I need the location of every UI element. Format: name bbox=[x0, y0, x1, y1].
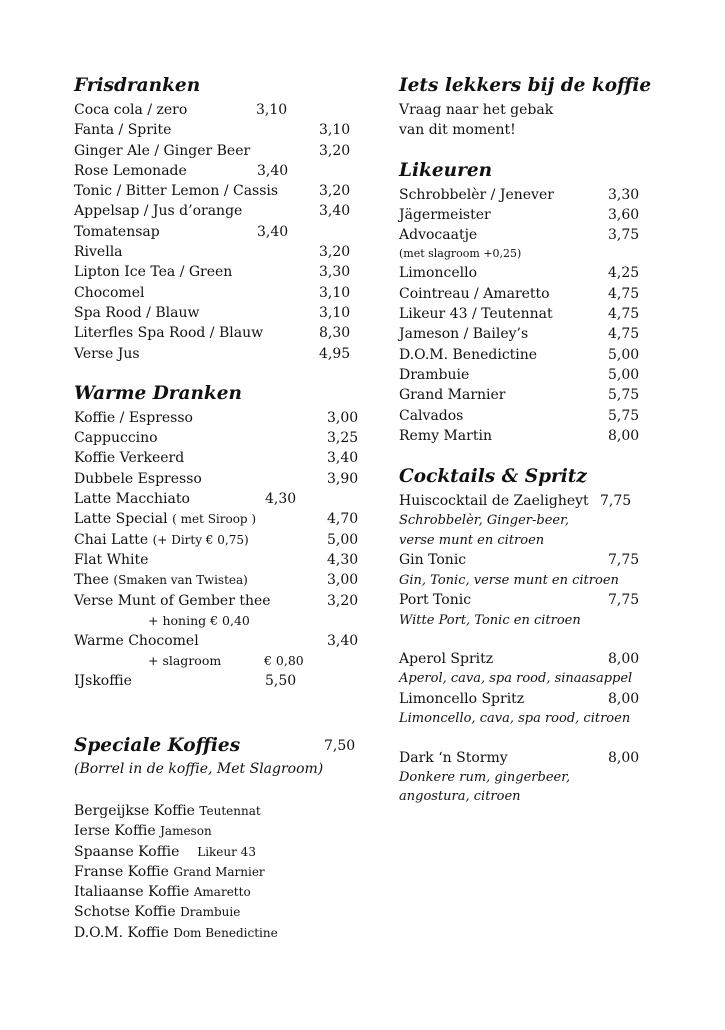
item-name: Aperol Spritz bbox=[399, 651, 494, 668]
item-price: 4,25 bbox=[608, 265, 640, 282]
item-description: Donkere rum, gingerbeer, bbox=[399, 769, 571, 785]
menu-item bbox=[74, 262, 374, 282]
menu-item bbox=[399, 185, 699, 205]
menu-item bbox=[74, 161, 374, 181]
item-price: 3,00 bbox=[327, 572, 359, 589]
menu-item bbox=[399, 649, 699, 669]
item-name: IJskoffie bbox=[74, 673, 132, 690]
speciale-koffies-subtitle: (Borrel in de koffie, Met Slagroom) bbox=[74, 761, 324, 778]
item-name: Italiaanse Koffie bbox=[74, 884, 190, 901]
menu-item bbox=[74, 842, 374, 862]
item-price: 4,75 bbox=[608, 306, 640, 323]
item-name: Spa Rood / Blauw bbox=[74, 304, 200, 321]
likeuren-list bbox=[399, 185, 699, 447]
item-name: Limoncello Spritz bbox=[399, 690, 525, 707]
item-description: Aperol, cava, spa rood, sinaasappel bbox=[399, 671, 633, 687]
item-name: Tomatensap bbox=[74, 223, 160, 240]
item-price: 3,40 bbox=[327, 450, 359, 467]
menu-item bbox=[74, 222, 374, 242]
slagroom-label: + slagroom bbox=[148, 653, 222, 669]
item-name: Cappuccino bbox=[74, 430, 158, 447]
item-price: 3,10 bbox=[319, 284, 351, 301]
item-name: Dark ‘n Stormy bbox=[399, 749, 508, 766]
item-price: 3,40 bbox=[327, 632, 359, 649]
item-name: Koffie Verkeerd bbox=[74, 450, 185, 467]
item-price: 3,10 bbox=[319, 122, 351, 139]
item-liquor: Amaretto bbox=[193, 885, 251, 900]
item-name: D.O.M. Benedictine bbox=[399, 346, 538, 363]
menu-item bbox=[399, 225, 699, 245]
advocaat-note: (met slagroom +0,25) bbox=[399, 247, 522, 261]
item-name: Latte Macchiato bbox=[74, 491, 190, 508]
item-price: 3,30 bbox=[608, 186, 640, 203]
item-name: Port Tonic bbox=[399, 592, 472, 609]
item-liquor: Likeur 43 bbox=[197, 844, 256, 859]
item-price: 3,40 bbox=[257, 223, 289, 240]
iets-lekkers-line2: van dit moment! bbox=[399, 122, 516, 139]
item-price: 3,40 bbox=[319, 203, 351, 220]
item-price: 7,75 bbox=[608, 592, 640, 609]
item-name: Schotse Koffie bbox=[74, 904, 176, 921]
item-price: 5,00 bbox=[608, 366, 640, 383]
item-description: Witte Port, Tonic en citroen bbox=[399, 612, 581, 628]
menu-item bbox=[74, 671, 374, 691]
menu-item bbox=[74, 902, 374, 922]
menu-item bbox=[74, 862, 374, 882]
item-description: Limoncello, cava, spa rood, citroen bbox=[399, 711, 631, 727]
item-name: Jägermeister bbox=[399, 206, 491, 223]
item-name: Franse Koffie bbox=[74, 863, 169, 880]
item-name: Coca cola / zero bbox=[74, 102, 188, 118]
menu-item bbox=[399, 550, 699, 570]
speciale-koffies-list bbox=[74, 801, 374, 943]
item-price: 3,20 bbox=[327, 592, 359, 609]
menu-item bbox=[74, 303, 374, 323]
speciale-koffies-price: 7,50 bbox=[324, 738, 356, 755]
item-liquor: Grand Marnier bbox=[173, 864, 265, 879]
speciale-koffies-title: Speciale Koffies bbox=[74, 735, 241, 757]
menu-item bbox=[74, 631, 374, 651]
menu-item bbox=[74, 141, 374, 161]
item-price: 3,90 bbox=[327, 470, 359, 487]
menu-item bbox=[74, 821, 374, 841]
menu-item bbox=[399, 324, 699, 344]
menu-item bbox=[74, 882, 374, 902]
menu-item bbox=[74, 283, 374, 303]
item-name: Literfles Spa Rood / Blauw bbox=[74, 325, 264, 342]
item-price: 8,00 bbox=[608, 427, 640, 444]
item-name: Grand Marnier bbox=[399, 387, 506, 404]
item-price: 5,75 bbox=[608, 387, 640, 404]
section-title-cocktails: Cocktails & Spritz bbox=[399, 466, 587, 488]
item-liquor: Drambuie bbox=[180, 905, 241, 920]
item-liquor: Jameson bbox=[160, 824, 212, 839]
item-note: (Smaken van Twistea) bbox=[113, 573, 248, 588]
menu-item bbox=[74, 489, 374, 509]
item-name: Huiscocktail de Zaeligheyt bbox=[399, 493, 589, 510]
item-name: Appelsap / Jus d’orange bbox=[74, 203, 243, 220]
item-price: 3,20 bbox=[319, 183, 351, 200]
menu-item bbox=[74, 120, 374, 140]
item-description: Schrobbelèr, Ginger-beer, bbox=[399, 513, 570, 529]
item-price: 5,00 bbox=[327, 531, 359, 548]
item-name: D.O.M. Koffie bbox=[74, 924, 169, 941]
item-description: angostura, citroen bbox=[399, 789, 521, 805]
frisdranken-list bbox=[74, 100, 374, 364]
item-name: Dubbele Espresso bbox=[74, 470, 202, 487]
menu-item bbox=[74, 100, 374, 120]
item-name: Drambuie bbox=[399, 366, 470, 383]
slagroom-price: € 0,80 bbox=[264, 653, 304, 669]
menu-item bbox=[74, 570, 374, 590]
item-name: Remy Martin bbox=[399, 427, 492, 444]
menu-item bbox=[399, 263, 699, 283]
item-price: 3,10 bbox=[319, 304, 351, 321]
item-price: 3,25 bbox=[327, 430, 359, 447]
item-name: Likeur 43 / Teutennat bbox=[399, 306, 553, 323]
item-price: 4,75 bbox=[608, 326, 640, 343]
item-price: 4,70 bbox=[327, 511, 359, 528]
menu-item bbox=[74, 923, 374, 943]
menu-item bbox=[74, 242, 374, 262]
left-column bbox=[74, 72, 374, 943]
item-description: verse munt en citroen bbox=[399, 532, 545, 548]
item-name: Limoncello bbox=[399, 265, 478, 282]
item-name: Calvados bbox=[399, 407, 464, 424]
slagroom-note bbox=[74, 651, 374, 671]
item-name: Ginger Ale / Ginger Beer bbox=[74, 142, 251, 159]
menu-item bbox=[399, 284, 699, 304]
honing-note: + honing € 0,40 bbox=[148, 612, 250, 628]
item-price: 7,75 bbox=[608, 552, 640, 569]
section-title-warme-dranken: Warme Dranken bbox=[74, 382, 242, 404]
item-name: Gin Tonic bbox=[399, 552, 467, 569]
item-name: Flat White bbox=[74, 551, 149, 568]
item-name: Ierse Koffie bbox=[74, 823, 156, 840]
menu-item bbox=[399, 205, 699, 225]
menu-item bbox=[74, 344, 374, 364]
item-price: 5,00 bbox=[608, 346, 640, 363]
item-price: 8,00 bbox=[608, 749, 640, 766]
menu-item bbox=[74, 530, 374, 550]
item-note: ( met Siroop ) bbox=[172, 512, 257, 527]
menu-item bbox=[74, 469, 374, 489]
item-price: 3,10 bbox=[256, 102, 288, 118]
item-price: 3,40 bbox=[257, 162, 289, 179]
item-description: Gin, Tonic, verse munt en citroen bbox=[399, 572, 619, 588]
item-name: Bergeijkse Koffie bbox=[74, 802, 195, 819]
item-price: 4,95 bbox=[319, 345, 351, 362]
item-price: 7,75 bbox=[600, 493, 632, 510]
item-name: Cointreau / Amaretto bbox=[399, 285, 550, 302]
menu-item bbox=[399, 689, 699, 709]
item-price: 3,20 bbox=[319, 142, 351, 159]
warme-dranken-list bbox=[74, 408, 374, 692]
item-name: Latte Special bbox=[74, 511, 168, 528]
menu-item bbox=[399, 426, 699, 446]
section-title-frisdranken: Frisdranken bbox=[74, 75, 201, 96]
item-name: Rose Lemonade bbox=[74, 162, 187, 179]
item-name: Jameson / Bailey’s bbox=[399, 326, 529, 343]
menu-item bbox=[399, 345, 699, 365]
menu-item bbox=[74, 448, 374, 468]
item-name: Verse Munt of Gember thee bbox=[74, 592, 271, 609]
item-price: 8,00 bbox=[608, 690, 640, 707]
item-price: 5,50 bbox=[265, 673, 297, 690]
item-name: Verse Jus bbox=[74, 345, 140, 362]
item-name: Spaanse Koffie bbox=[74, 843, 180, 860]
cocktails-list bbox=[399, 491, 699, 807]
menu-item bbox=[399, 406, 699, 426]
item-note: (+ Dirty € 0,75) bbox=[152, 532, 249, 547]
menu-item bbox=[74, 509, 374, 529]
item-name: Lipton Ice Tea / Green bbox=[74, 264, 233, 281]
menu-item bbox=[399, 590, 699, 610]
item-price: 3,60 bbox=[608, 206, 640, 223]
item-price: 8,00 bbox=[608, 651, 640, 668]
item-name: Koffie / Espresso bbox=[74, 409, 193, 426]
item-price: 4,30 bbox=[327, 551, 359, 568]
item-price: 3,75 bbox=[608, 227, 640, 244]
section-title-likeuren: Likeuren bbox=[399, 159, 493, 181]
menu-item bbox=[399, 365, 699, 385]
iets-lekkers-line1: Vraag naar het gebak bbox=[399, 102, 554, 118]
item-liquor: Dom Benedictine bbox=[173, 925, 278, 940]
item-price: 4,75 bbox=[608, 285, 640, 302]
menu-item bbox=[74, 408, 374, 428]
item-price: 4,30 bbox=[265, 491, 297, 508]
menu-item bbox=[74, 428, 374, 448]
menu-item bbox=[74, 801, 374, 821]
menu-item bbox=[399, 385, 699, 405]
item-liquor: Teutennat bbox=[199, 803, 261, 818]
menu-item bbox=[74, 181, 374, 201]
menu-item bbox=[74, 323, 374, 343]
item-name: Rivella bbox=[74, 244, 123, 261]
right-column bbox=[399, 72, 699, 807]
section-title-speciale-koffies bbox=[74, 732, 374, 760]
item-name: Thee bbox=[74, 572, 109, 589]
item-price: 3,20 bbox=[319, 244, 351, 261]
menu-item bbox=[74, 201, 374, 221]
item-name: Warme Chocomel bbox=[74, 632, 199, 649]
menu-item bbox=[74, 591, 374, 611]
item-name: Advocaatje bbox=[399, 227, 478, 244]
item-name: Schrobbelèr / Jenever bbox=[399, 186, 554, 203]
section-title-iets-lekkers: Iets lekkers bij de koffie bbox=[399, 75, 652, 96]
menu-item bbox=[399, 748, 699, 768]
menu-item bbox=[74, 550, 374, 570]
item-name: Chocomel bbox=[74, 284, 145, 301]
item-name: Chai Latte bbox=[74, 531, 149, 548]
menu-item bbox=[399, 304, 699, 324]
item-price: 8,30 bbox=[319, 325, 351, 342]
item-name: Tonic / Bitter Lemon / Cassis bbox=[74, 183, 279, 200]
item-price: 5,75 bbox=[608, 407, 640, 424]
menu-item bbox=[399, 491, 699, 511]
item-price: 3,30 bbox=[319, 264, 351, 281]
item-name: Fanta / Sprite bbox=[74, 122, 172, 139]
item-price: 3,00 bbox=[327, 409, 359, 426]
